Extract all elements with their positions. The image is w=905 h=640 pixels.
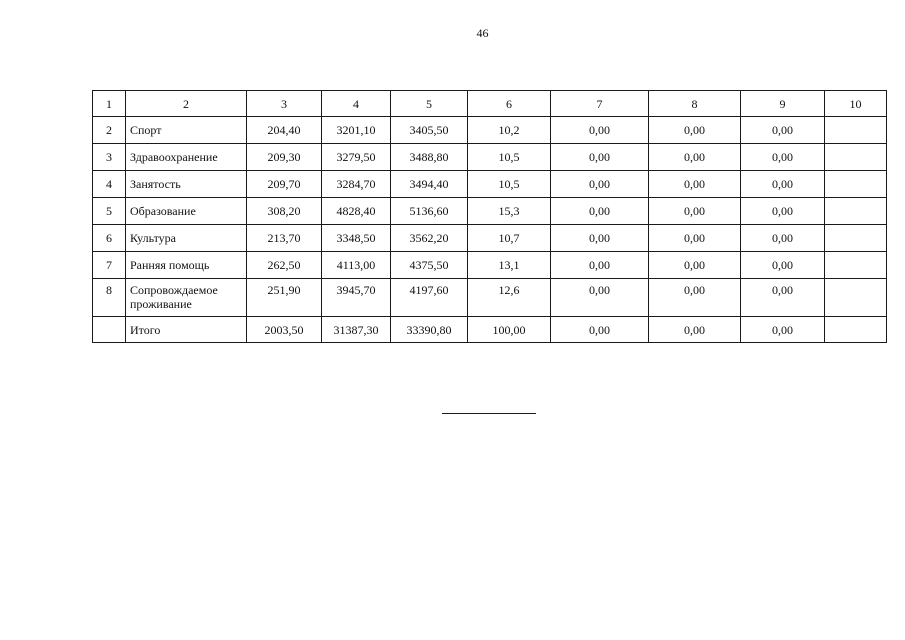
value-cell: 0,00 <box>741 225 825 252</box>
value-cell: 3284,70 <box>322 171 391 198</box>
value-cell: 3494,40 <box>391 171 468 198</box>
share-cell: 15,3 <box>468 198 551 225</box>
empty-cell <box>825 279 887 317</box>
table-row <box>93 252 887 279</box>
value-cell: 213,70 <box>247 225 322 252</box>
value-cell: 3562,20 <box>391 225 468 252</box>
name-cell: Спорт <box>126 117 247 144</box>
separator-line <box>442 413 536 414</box>
value-cell: 0,00 <box>551 171 649 198</box>
name-cell: Образование <box>126 198 247 225</box>
header-cell: 10 <box>825 91 887 117</box>
header-cell: 1 <box>93 91 126 117</box>
value-cell: 0,00 <box>649 279 741 317</box>
name-cell: Ранняя помощь <box>126 252 247 279</box>
value-cell: 0,00 <box>741 279 825 317</box>
value-cell: 0,00 <box>649 198 741 225</box>
value-cell: 251,90 <box>247 279 322 317</box>
name-cell: Здравоохранение <box>126 144 247 171</box>
table-row <box>93 117 887 144</box>
header-cell: 3 <box>247 91 322 117</box>
table-row <box>93 171 887 198</box>
row-number-cell: 3 <box>93 144 126 171</box>
table-row <box>93 279 887 317</box>
header-cell: 4 <box>322 91 391 117</box>
value-cell: 0,00 <box>649 225 741 252</box>
value-cell: 209,70 <box>247 171 322 198</box>
value-cell: 0,00 <box>551 225 649 252</box>
value-cell: 0,00 <box>649 144 741 171</box>
value-cell: 0,00 <box>741 144 825 171</box>
value-cell: 5136,60 <box>391 198 468 225</box>
header-cell: 2 <box>126 91 247 117</box>
header-cell: 7 <box>551 91 649 117</box>
share-cell: 10,2 <box>468 117 551 144</box>
empty-cell <box>825 117 887 144</box>
value-cell: 3348,50 <box>322 225 391 252</box>
value-cell: 0,00 <box>551 252 649 279</box>
value-cell: 3945,70 <box>322 279 391 317</box>
value-cell: 3488,80 <box>391 144 468 171</box>
empty-cell <box>825 252 887 279</box>
value-cell: 209,30 <box>247 144 322 171</box>
share-cell: 10,5 <box>468 144 551 171</box>
value-cell: 0,00 <box>649 117 741 144</box>
name-cell: Культура <box>126 225 247 252</box>
value-cell: 204,40 <box>247 117 322 144</box>
header-cell: 6 <box>468 91 551 117</box>
share-cell: 12,6 <box>468 279 551 317</box>
value-cell: 0,00 <box>741 252 825 279</box>
share-cell: 10,7 <box>468 225 551 252</box>
row-number-cell: 5 <box>93 198 126 225</box>
value-cell: 0,00 <box>551 144 649 171</box>
value-cell: 4375,50 <box>391 252 468 279</box>
value-cell: 4113,00 <box>322 252 391 279</box>
row-number-cell: 4 <box>93 171 126 198</box>
value-cell: 0,00 <box>649 171 741 198</box>
total-value-cell: 33390,80 <box>391 317 468 343</box>
total-value-cell: 0,00 <box>649 317 741 343</box>
table-total-row <box>93 317 887 343</box>
table-row <box>93 144 887 171</box>
share-cell: 13,1 <box>468 252 551 279</box>
total-share-cell: 100,00 <box>468 317 551 343</box>
total-value-cell: 0,00 <box>741 317 825 343</box>
value-cell: 3405,50 <box>391 117 468 144</box>
empty-cell <box>825 225 887 252</box>
page-number: 46 <box>476 26 489 40</box>
value-cell: 4197,60 <box>391 279 468 317</box>
header-cell: 5 <box>391 91 468 117</box>
header-cell: 8 <box>649 91 741 117</box>
value-cell: 3279,50 <box>322 144 391 171</box>
value-cell: 0,00 <box>649 252 741 279</box>
value-cell: 0,00 <box>741 117 825 144</box>
value-cell: 4828,40 <box>322 198 391 225</box>
name-cell: Сопровождаемое проживание <box>126 279 247 317</box>
total-label: Итого <box>126 317 247 343</box>
value-cell: 262,50 <box>247 252 322 279</box>
row-number-cell: 7 <box>93 252 126 279</box>
budget-table <box>92 90 887 343</box>
total-empty-cell <box>825 317 887 343</box>
value-cell: 0,00 <box>551 117 649 144</box>
total-value-cell: 0,00 <box>551 317 649 343</box>
row-number-cell: 2 <box>93 117 126 144</box>
name-cell: Занятость <box>126 171 247 198</box>
empty-cell <box>825 198 887 225</box>
empty-cell <box>825 171 887 198</box>
value-cell: 3201,10 <box>322 117 391 144</box>
value-cell: 0,00 <box>551 198 649 225</box>
row-number-cell: 8 <box>93 279 126 317</box>
total-value-cell: 31387,30 <box>322 317 391 343</box>
table-header-row <box>93 91 887 117</box>
empty-cell <box>825 144 887 171</box>
value-cell: 0,00 <box>741 171 825 198</box>
value-cell: 308,20 <box>247 198 322 225</box>
table-row <box>93 225 887 252</box>
value-cell: 0,00 <box>741 198 825 225</box>
header-cell: 9 <box>741 91 825 117</box>
share-cell: 10,5 <box>468 171 551 198</box>
total-value-cell: 2003,50 <box>247 317 322 343</box>
total-empty-cell <box>93 317 126 343</box>
value-cell: 0,00 <box>551 279 649 317</box>
row-number-cell: 6 <box>93 225 126 252</box>
table-row <box>93 198 887 225</box>
